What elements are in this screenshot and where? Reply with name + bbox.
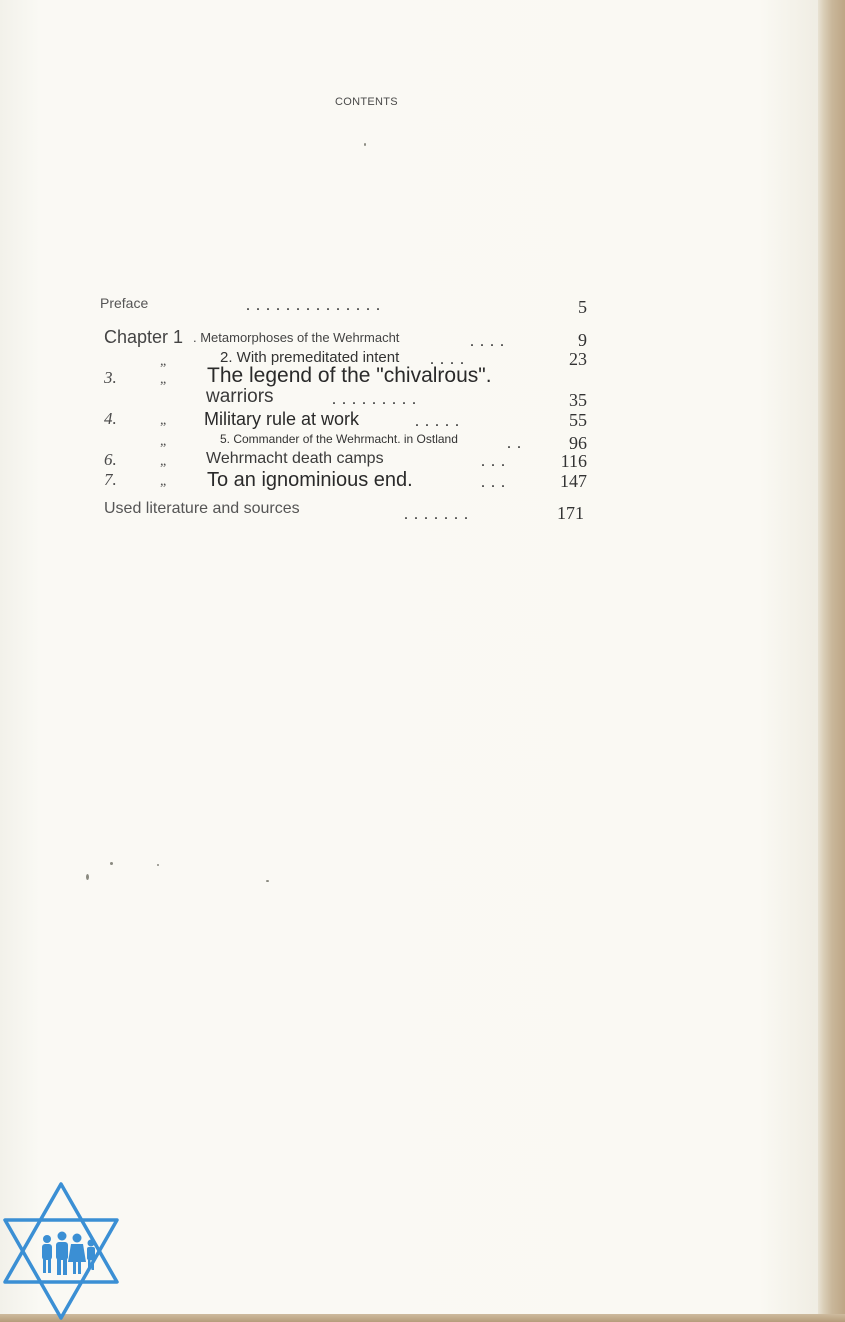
toc-entry-sources[interactable]	[0, 500, 845, 530]
entry-title: 5. Commander of the Wehrmacht. in Ostland	[220, 432, 458, 446]
page-number: 35	[569, 390, 587, 410]
ditto-mark: „	[160, 372, 167, 387]
dot-leader: . . . .	[430, 351, 465, 368]
page-number: 5	[578, 297, 587, 317]
star-of-david-family-icon	[0, 1180, 122, 1322]
dot-leader: . . . .	[470, 333, 505, 350]
ditto-mark: „	[160, 434, 167, 449]
page-number: 23	[569, 349, 587, 369]
paper-speck	[364, 143, 366, 146]
entry-title: 2. With premeditated intent	[220, 349, 400, 366]
toc-entry-chapter-7[interactable]	[0, 470, 845, 500]
entry-title: Military rule at work	[204, 409, 360, 429]
entry-title: . Metamorphoses of the Wehrmacht	[193, 330, 400, 345]
page-edge-right	[818, 0, 845, 1322]
chapter-number: 7.	[104, 470, 117, 489]
chapter-number: 3.	[104, 368, 117, 387]
entry-title: Preface	[100, 295, 149, 311]
ditto-mark: „	[160, 474, 167, 489]
chapter-label: Chapter 1	[104, 327, 184, 347]
dot-leader: . . .	[481, 474, 506, 491]
entry-title: The legend of the "chivalrous".	[207, 364, 492, 387]
dot-leader: . . . . . . . . .	[332, 391, 417, 408]
page-number: 55	[569, 410, 587, 430]
paper-speck	[86, 874, 89, 880]
page-number: 116	[560, 451, 587, 471]
ditto-mark: „	[160, 354, 167, 369]
dot-leader: . . . . .	[415, 413, 460, 430]
chapter-number: 6.	[104, 450, 117, 469]
ditto-mark: „	[160, 413, 167, 428]
toc-entry-preface[interactable]	[0, 293, 845, 323]
paper-speck	[157, 864, 159, 866]
entry-title: To an ignominious end.	[207, 469, 413, 491]
page-number: 171	[557, 503, 584, 523]
chapter-number: 4.	[104, 409, 117, 428]
page-number: 9	[578, 330, 587, 350]
entry-title: Wehrmacht death camps	[206, 450, 384, 467]
paper-speck	[266, 880, 269, 882]
dot-leader: . .	[507, 435, 522, 452]
entry-title: Used literature and sources	[104, 500, 300, 517]
dot-leader: . . . . . . .	[404, 506, 469, 523]
dot-leader: . . . . . . . . . . . . . .	[246, 297, 381, 314]
entry-title-continued: warriors	[206, 386, 274, 407]
contents-heading: CONTENTS	[335, 96, 398, 108]
ditto-mark: „	[160, 454, 167, 469]
page-number: 96	[569, 433, 587, 453]
paper-speck	[110, 862, 113, 865]
page-edge-bottom	[0, 1314, 845, 1322]
page-number: 147	[560, 471, 587, 491]
dot-leader: . . .	[481, 453, 506, 470]
